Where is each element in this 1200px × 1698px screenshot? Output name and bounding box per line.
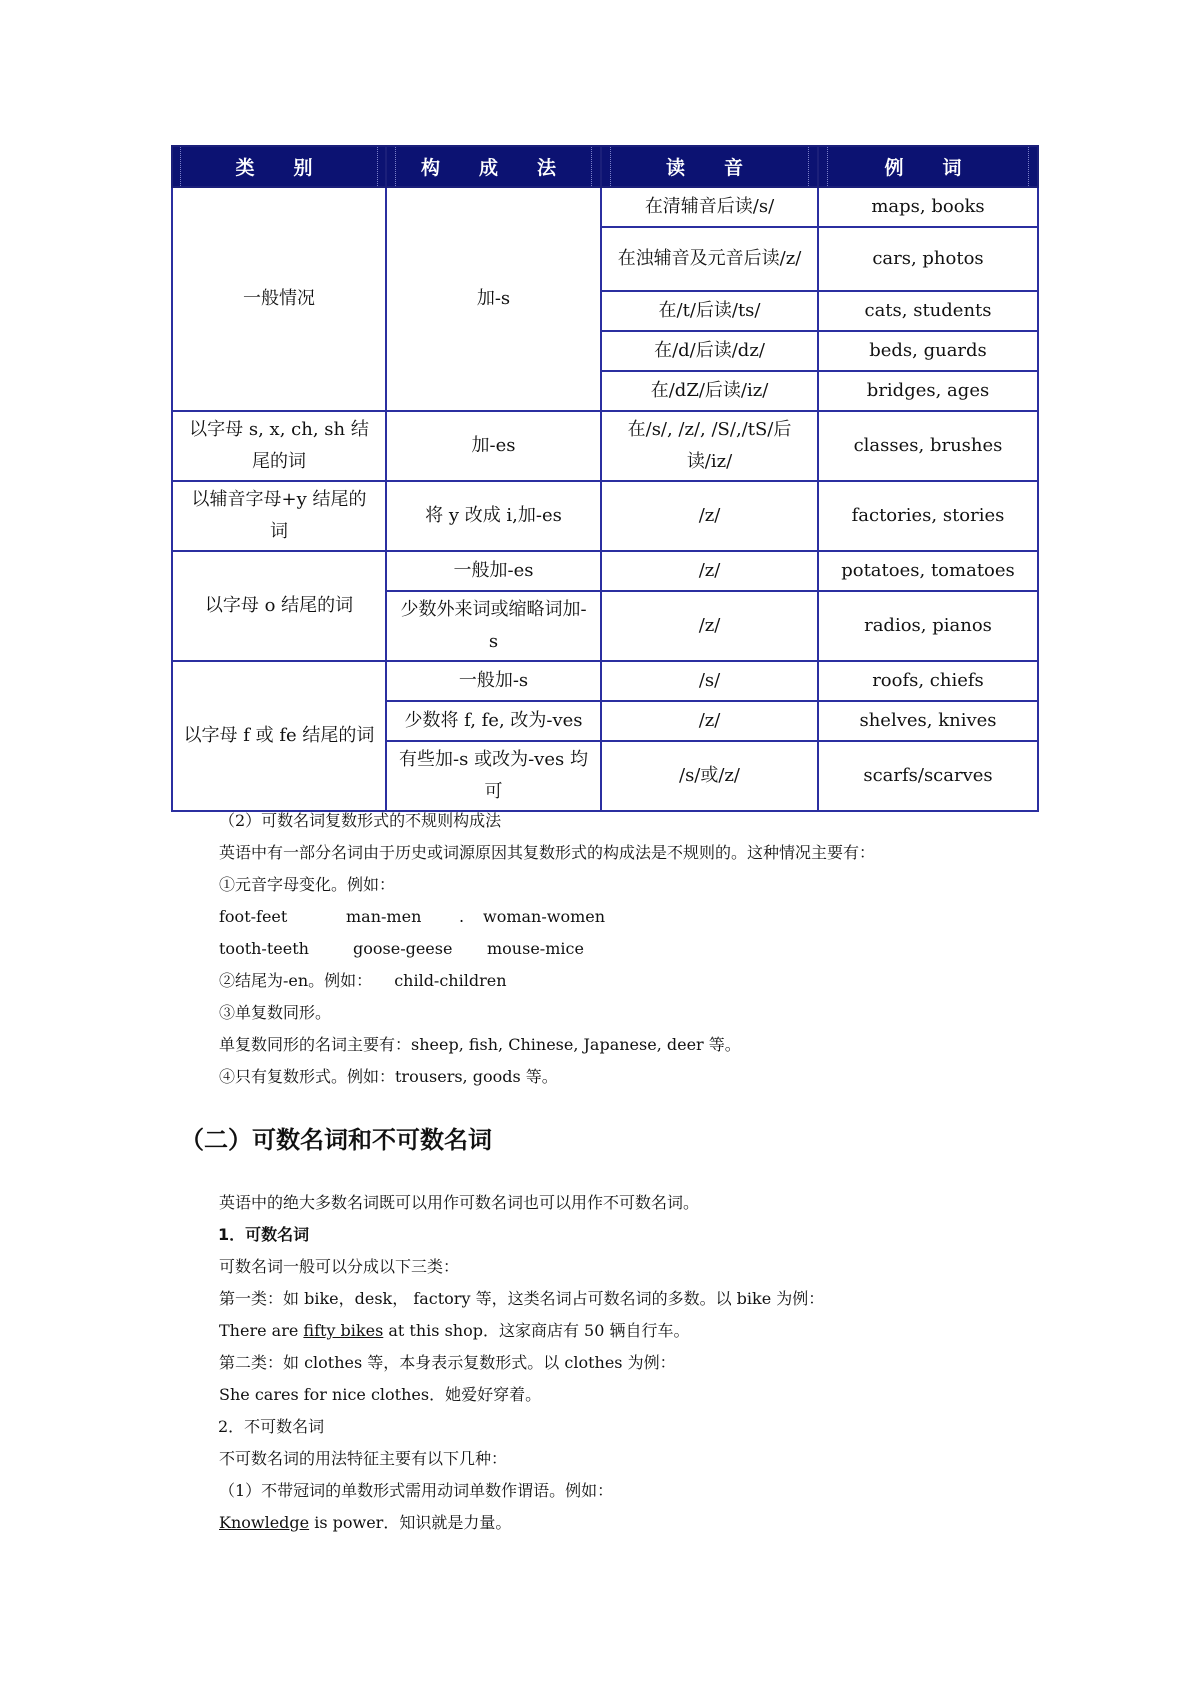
uncountable-desc: 不可数名词的用法特征主要有以下几种： <box>219 1449 508 1468</box>
example-cell: potatoes, tomatoes <box>818 551 1038 591</box>
pron-cell: 在/d/后读/dz/ <box>601 331 818 371</box>
example-cell: factories, stories <box>818 481 1038 551</box>
example-word: man-men <box>346 907 422 926</box>
example-word: woman-women <box>483 907 606 926</box>
example-cell: roofs, chiefs <box>818 661 1038 701</box>
example-underlined: Knowledge <box>219 1513 310 1532</box>
example-word: goose-geese <box>353 939 453 958</box>
pron-cell: /z/ <box>601 551 818 591</box>
pron-cell: 在清辅音后读/s/ <box>601 187 818 227</box>
category-cell: 以字母 o 结尾的词 <box>172 551 386 661</box>
pron-cell: 在/t/后读/ts/ <box>601 291 818 331</box>
class-1-line: 第一类：如 bike，desk， factory 等，这类名词占可数名词的多数。以 bike 为例： <box>219 1289 825 1308</box>
countable-title: 1．可数名词 <box>218 1225 310 1244</box>
section-heading: （二）可数名词和不可数名词 <box>180 1126 492 1154</box>
table-row <box>172 187 1038 227</box>
rule-1-line: （1）不带冠词的单数形式需用动词单数作谓语。例如： <box>219 1481 614 1500</box>
category-cell: 以辅音字母+y 结尾的词 <box>172 481 386 551</box>
pron-cell: 在/s/, /z/, /S/,/tS/后读/iz/ <box>601 411 818 481</box>
example-cell: scarfs/scarves <box>818 741 1038 811</box>
en-ending-label: ②结尾为-en。例如： <box>219 971 373 990</box>
en-ending-example: child-children <box>394 971 507 990</box>
example-cell: maps, books <box>818 187 1038 227</box>
example-text: There are <box>219 1321 304 1340</box>
example-text: at this shop．这家商店有 50 辆自行车。 <box>383 1321 690 1340</box>
example-text: is power．知识就是力量。 <box>309 1513 512 1532</box>
example-cell: shelves, knives <box>818 701 1038 741</box>
header-pronunciation: 读 音 <box>601 146 818 187</box>
plural-rules-table <box>171 145 1039 812</box>
example-cell: radios, pianos <box>818 591 1038 661</box>
category-cell: 一般情况 <box>172 187 386 411</box>
uncountable-title: 2．不可数名词 <box>218 1417 325 1436</box>
method-cell: 一般加-es <box>386 551 601 591</box>
header-method: 构 成 法 <box>386 146 601 187</box>
table-row <box>172 411 1038 481</box>
bikes-example <box>219 1320 690 1342</box>
en-ending-line <box>219 970 507 992</box>
section-intro: 英语中的绝大多数名词既可以用作可数名词也可以用作不可数名词。 <box>219 1193 700 1212</box>
pron-cell: 在浊辅音及元音后读/z/ <box>601 227 818 291</box>
clothes-example: She cares for nice clothes．她爱好穿着。 <box>219 1385 542 1404</box>
method-cell: 加-es <box>386 411 601 481</box>
method-cell: 有些加-s 或改为-ves 均可 <box>386 741 601 811</box>
example-word: mouse-mice <box>487 939 584 958</box>
table-row <box>172 551 1038 591</box>
header-category: 类 别 <box>172 146 386 187</box>
method-cell: 将 y 改成 i,加-es <box>386 481 601 551</box>
pron-cell: /z/ <box>601 591 818 661</box>
example-dot: . <box>459 907 465 926</box>
plural-only-line: ④只有复数形式。例如：trousers, goods 等。 <box>219 1067 558 1086</box>
irregular-intro: 英语中有一部分名词由于历史或词源原因其复数形式的构成法是不规则的。这种情况主要有： <box>219 843 876 862</box>
example-cell: cats, students <box>818 291 1038 331</box>
pron-cell: /s/ <box>601 661 818 701</box>
method-cell: 少数外来词或缩略词加-s <box>386 591 601 661</box>
vowel-change-line: ①元音字母变化。例如： <box>219 875 396 894</box>
example-underlined: fifty bikes <box>303 1321 384 1340</box>
example-cell: beds, guards <box>818 331 1038 371</box>
category-cell: 以字母 s, x, ch, sh 结尾的词 <box>172 411 386 481</box>
category-cell: 以字母 f 或 fe 结尾的词 <box>172 661 386 811</box>
method-cell: 少数将 f, fe, 改为-ves <box>386 701 601 741</box>
pron-cell: /z/ <box>601 701 818 741</box>
example-cell: bridges, ages <box>818 371 1038 411</box>
table-header-row <box>172 146 1038 187</box>
method-cell: 一般加-s <box>386 661 601 701</box>
pron-cell: 在/dZ/后读/iz/ <box>601 371 818 411</box>
knowledge-example <box>219 1512 511 1534</box>
example-cell: cars, photos <box>818 227 1038 291</box>
header-example: 例 词 <box>818 146 1038 187</box>
same-form-desc: 单复数同形的名词主要有：sheep, fish, Chinese, Japanese, deer 等。 <box>219 1035 741 1054</box>
pron-cell: /z/ <box>601 481 818 551</box>
irregular-title: （2）可数名词复数形式的不规则构成法 <box>219 811 502 830</box>
example-word: tooth-teeth <box>219 939 309 958</box>
countable-desc: 可数名词一般可以分成以下三类： <box>219 1257 460 1276</box>
table-row <box>172 661 1038 701</box>
table-row <box>172 481 1038 551</box>
class-2-line: 第二类：如 clothes 等，本身表示复数形式。以 clothes 为例： <box>219 1353 676 1372</box>
example-word: foot-feet <box>219 907 288 926</box>
pron-cell: /s/或/z/ <box>601 741 818 811</box>
method-cell: 加-s <box>386 187 601 411</box>
example-cell: classes, brushes <box>818 411 1038 481</box>
same-form-line: ③单复数同形。 <box>219 1003 332 1022</box>
